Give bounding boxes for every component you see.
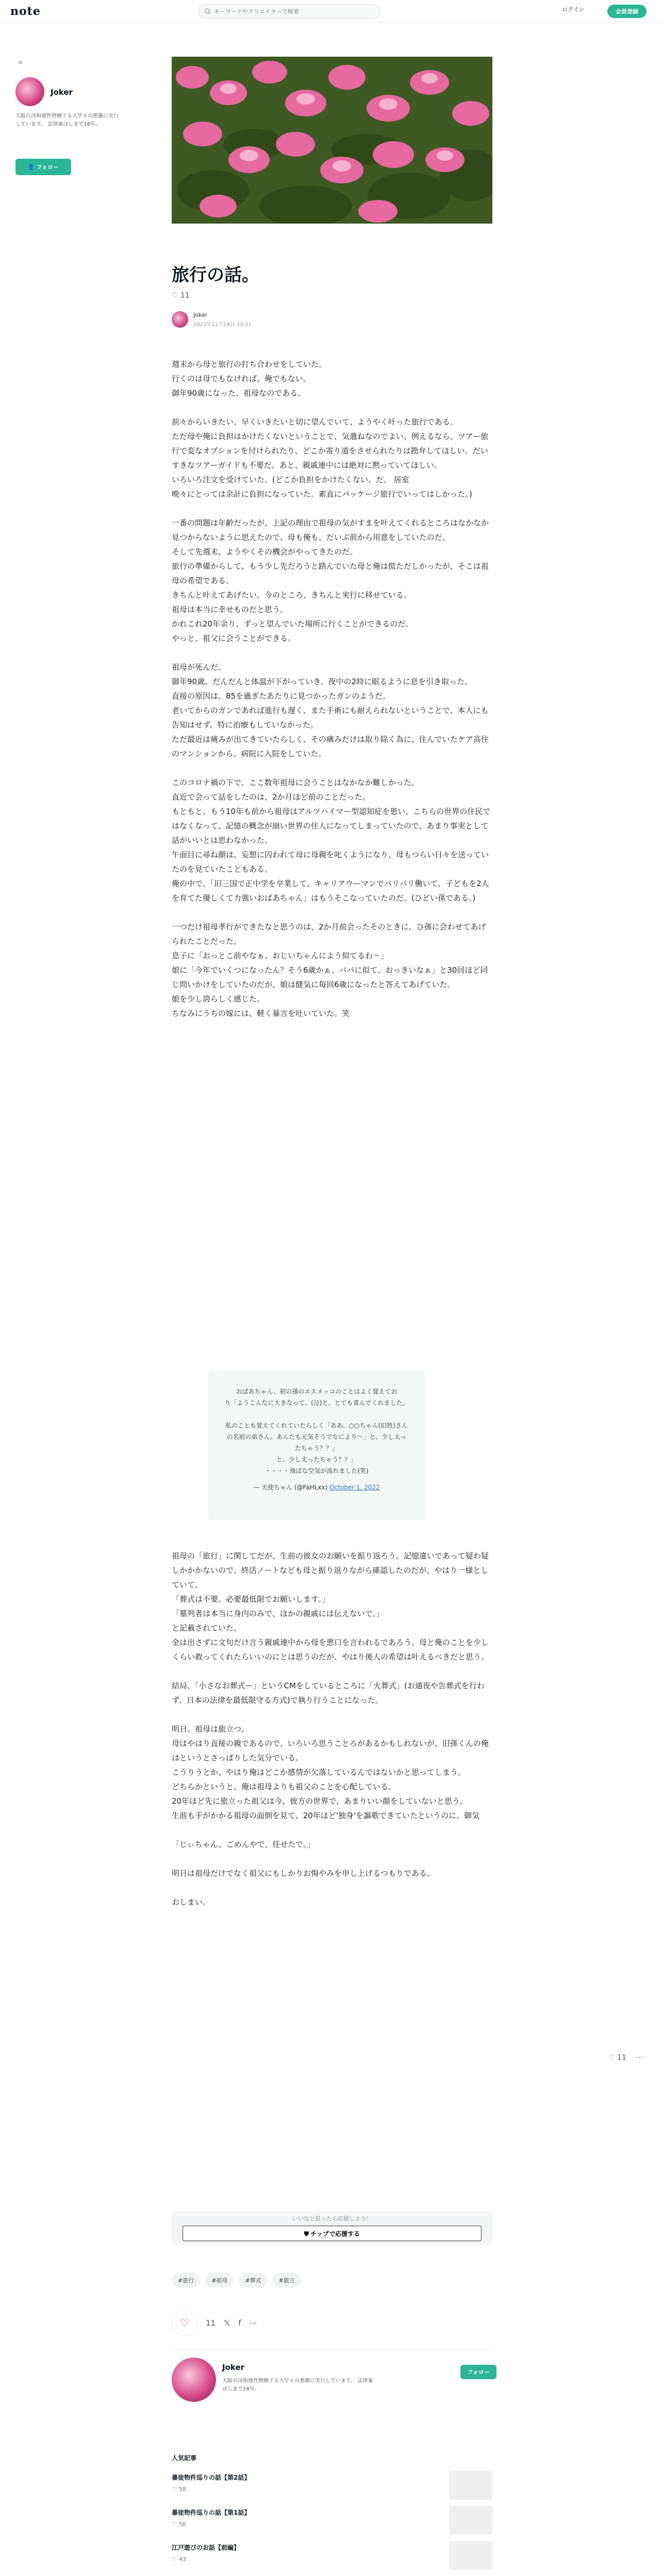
body-paragraph: 明日、祖母は旅立つ。 母はやはり直接の親であるので、いろいろ思うことろがあるかもしれないが、旧孫くんの俺はというとさっぱりした気分でいる。 こうりうとか、やはり俺はどこか感情が欠落しているんではないかと思ってしまう。 どちらかというと、俺は祖母よりも祖父のことを心配している。 20年ほど先に旅立った祖父は今、彼方の世界で、あまりいい顔をしていないと思う。 生前も手がかかる祖母の面倒を見て、20年ほど'独身'を謳歌できていたというのに。御気 bbox=[172, 1724, 489, 1820]
support-label: いいなと思ったら応援しよう！ bbox=[292, 2215, 372, 2222]
floating-like-count: 11 bbox=[617, 2054, 626, 2062]
body-paragraph: 前々からいきたい、早くいきたいと切に望んでいて、ようやく叶った旅行である。 ただ母や俺に負担はかけたくないということで、気遣ねなのでよい、例えるなら、ツアー旅行で変なオプションを付けられたり、どこか寄り道をさせられたりは勘弁してほしい。だいすきなツアーガイドも不要だ。あと、親戚連中には絶対に黙っていてほしい。 いろいろ注文を受けていた。(どこか負担をかけたくない、だ。 居室 晩々にとっては余計に負担になっていた。素直にパッケージ旅行でいってはしかった。) bbox=[172, 417, 489, 499]
heart-icon: ♡ bbox=[172, 2486, 177, 2493]
bottom-like-count: 11 bbox=[206, 2318, 216, 2328]
body-paragraph: 結局、「小さなお葬式ー」というCMをしているところに「火葬式」(お通夜や告葬式を行わず、日本の法律を最低限守る方式)で執り行うことになった。 bbox=[172, 1681, 485, 1705]
floating-like-button[interactable] bbox=[608, 2054, 626, 2062]
tag-chip[interactable]: #祖母 bbox=[205, 2273, 234, 2287]
heart-icon: ♡ bbox=[172, 2521, 177, 2528]
author-name[interactable]: Joker bbox=[193, 311, 208, 318]
popular-item-likes bbox=[172, 2486, 492, 2493]
sidebar-follow-label: フォロー bbox=[36, 164, 59, 171]
body-paragraph: 「じぃちゃん、ごめんやで、任せたで。」 bbox=[172, 1840, 315, 1849]
tag-list bbox=[172, 2273, 301, 2287]
body-paragraph: 一番の問題は年齢だったが、上記の理由で祖母の気がすまを叶えてくれるところはなかなか見つからないように思えたので、母も俺も、だいぶ前から用意をしていたのだ。 そして先週末、ようやくその機会がやってきたのだ。 旅行の準備からして、もう少し先だろうと踏んでいた母と俺は慌ただしかったが、そこは祖母の希望である。 きちんと叶えてあげたい。今のところ、きちんと実行に移せている。 祖母は本当に幸せものだと思う。 かれこれ20年余り、ずっと望んでいた場所に行くことができるのだ。 やっと、祖父に会うことができる。 bbox=[172, 518, 489, 643]
body-paragraph: 明日は祖母だけでなく祖父にもしかりお悔やみを申し上げるつもりである。 bbox=[172, 1869, 435, 1878]
tweet-author: — 天使ちゃん (@FaHLxx) bbox=[253, 1484, 328, 1491]
article-body-continued bbox=[172, 1549, 492, 1924]
search-input[interactable] bbox=[214, 8, 369, 15]
popular-item-thumbnail bbox=[449, 2506, 492, 2535]
body-paragraph: 一つだけ祖母孝行ができたなと思うのは、2か月前会ったそのときに、ひ孫に会わせてあげられたことだった。 息子に「おっとこ前やなぁ、おじいちゃんによう似てるわ～」 娘に「今年でいくつになったん？そう6歳かぁ、バパに似て、おっきいなぁ」と30回ほど同じ問いかけをしていたのだが、娘は健気に毎回6歳になったと答えてあげていた。 娘を少し誇らしく感じた。 ちなみにうちの嫁には、軽く暴言を吐いていた。笑 bbox=[172, 922, 488, 1018]
search-box[interactable] bbox=[198, 4, 380, 19]
popular-item-thumbnail bbox=[449, 2541, 492, 2570]
twitter-share-icon[interactable]: 𝕏 bbox=[224, 2318, 230, 2328]
bottom-like-bar bbox=[172, 2310, 257, 2336]
support-box bbox=[172, 2211, 492, 2244]
article-body bbox=[172, 357, 492, 1035]
tag-chip[interactable]: #旅立 bbox=[273, 2273, 301, 2287]
user-plus-icon: 👤 bbox=[27, 164, 37, 171]
tip-button[interactable] bbox=[183, 2226, 482, 2241]
tweet-footer bbox=[224, 1482, 409, 1493]
heart-icon: ♡ bbox=[180, 2317, 189, 2329]
like-count: 56 bbox=[178, 2521, 186, 2528]
signup-button[interactable]: 会員登録 bbox=[607, 5, 647, 18]
popular-item-title: 暴徒物件巡りの話【第1話】 bbox=[172, 2509, 251, 2516]
popular-item[interactable] bbox=[172, 2541, 492, 2576]
divider bbox=[172, 2349, 492, 2350]
hero-image bbox=[172, 57, 492, 224]
author-row bbox=[172, 311, 252, 328]
more-share-icon[interactable]: ⋯ bbox=[249, 2318, 257, 2328]
search-icon bbox=[205, 8, 211, 14]
heart-icon: ♡ bbox=[608, 2054, 615, 2062]
article-like-bar bbox=[172, 292, 190, 300]
publish-date: 2022年11月29日 10:31 bbox=[193, 321, 252, 328]
bottom-like-button[interactable] bbox=[172, 2310, 197, 2336]
embedded-tweet bbox=[208, 1370, 425, 1520]
body-paragraph: おしまい。 bbox=[172, 1897, 211, 1907]
tip-button-label: チップで応援する bbox=[310, 2230, 360, 2238]
sidebar-author-bio: 大阪の冴和感性物種子る大学々の悪趣に実行しています。 法律案はしまで18年。 bbox=[15, 113, 119, 127]
tip-icon: ⛊ bbox=[304, 2230, 311, 2238]
body-paragraph: 祖母が死んだ。 御年90歳。だんだんと体温が下がっていき、夜中の2時に眠るように息を引き取った。 直接の原因は、85を過ぎたあたりに見つかったガンのようだ。 老いてからのガンであれば進行も遅く、また手術にも耐えられないということで、本人にも告知はせず、特に治療もしていなかった。 ただ最近は痛みが出てきていたらしく、その痛みだけは取り除く為に、住んでいたケア高住のマンションから、病院に入院をしていた。 bbox=[172, 663, 489, 758]
profile-name[interactable]: Joker bbox=[222, 2363, 245, 2372]
floating-action-bar bbox=[608, 2054, 643, 2062]
flower-photo bbox=[172, 57, 492, 224]
popular-item[interactable] bbox=[172, 2471, 492, 2506]
body-paragraph: 祖母の「旅行」に関してだが、生前の彼女のお願いを振り返ろう。記憶違いであって疑わ疑しかかかないので、終活ノートなども母と振り返りながら確認したのだが、やはり一様としていて、 「葬式は不要。必要最低限でお願いします。」 「墓列者は本当に身内のみで、ほかの親戚には伝えないで。」 と記載されていた。 金は出さずに文句だけ言う親戚連中から母を悪口を言われるであろう。母と俺のことを少しくらい救ってくれたらいいのにとは思うのだが、やはり後人の希望は叶えるべきだと思う。 bbox=[172, 1551, 489, 1662]
profile-bio: 大阪の冴和感性物種子る大学々の悪趣に実行しています。 法律案はしまで18年。 bbox=[222, 2378, 373, 2392]
popular-list bbox=[172, 2471, 492, 2576]
article-title: 旅行の話。 bbox=[172, 265, 259, 285]
heart-icon[interactable]: ♡ 11 bbox=[172, 292, 190, 300]
body-paragraph: このコロナ禍の下で、ここ数年祖母に会うことはなかなか難しかった。 直近で会って話をしたのは、2か月ほど前のことだった。 もともと、もう10年も前から祖母はアルツハイマー型認知症を患い、こちらの世界の住民ではなくなって、記憶の概念が崩い世界の住人になってしまっていたので、あまり事実として話がいいとは思わなかった。 午面目に尋ね顔は、妄想に囚われて母に母親を叱くようになり、母もつらい日々を送っていたのを見ていたこともある。 俺の中で、「旧三国で正中学を卒業して、キャリアウーマンでバリバリ働いて、子どもを2人を育てた優しくて力強いおばあちゃん」はもうそこなっていたのだ。(ひどい孫である。) bbox=[172, 778, 491, 903]
author-profile-card bbox=[172, 2358, 492, 2404]
popular-item-title: 江戸遊びのお話【前編】 bbox=[172, 2544, 240, 2551]
note-logo[interactable]: note bbox=[10, 4, 41, 18]
tag-chip[interactable]: #葬式 bbox=[239, 2273, 267, 2287]
popular-item-likes bbox=[172, 2521, 492, 2528]
login-button[interactable]: ログイン bbox=[562, 5, 584, 13]
tweet-text: おばあちゃん、初の孫のエスメッコのことはよく覚えてお り「ようこんなに大きなって。(泣)と、とても喜んでくれました。 私のことも覚えてくれていたらしく「ああ、○○ちゃん(旧姓)さんの名前の弟さん。あんたも元気そうでなにより～」と、少し太ったちゃう？？」 と、少し太ったちゃう？？」 ・・・・飛ばな空気が流れました(笑) bbox=[224, 1388, 409, 1475]
tag-chip[interactable]: #旅行 bbox=[172, 2273, 200, 2287]
author-avatar[interactable] bbox=[172, 311, 188, 328]
like-count: 43 bbox=[178, 2556, 186, 2563]
article-like-count: 11 bbox=[180, 292, 190, 300]
like-count: 58 bbox=[178, 2486, 186, 2493]
profile-avatar[interactable] bbox=[172, 2358, 216, 2402]
popular-title: 人気記事 bbox=[172, 2454, 197, 2462]
profile-follow-button[interactable]: フォロー bbox=[460, 2365, 496, 2379]
heart-icon: ♡ bbox=[172, 2556, 177, 2563]
popular-item[interactable] bbox=[172, 2506, 492, 2541]
facebook-share-icon[interactable]: f bbox=[238, 2318, 241, 2328]
body-paragraph: 週末から母と旅行の打ち合わせをしていた。 行くのは母でもなければ、俺でもない。 御年90歳になった、祖母なのである。 bbox=[172, 360, 327, 398]
tweet-date-link[interactable]: October 1, 2022 bbox=[329, 1484, 380, 1491]
share-icon[interactable]: ⋯ bbox=[635, 2054, 643, 2062]
sidebar-author-name[interactable]: Joker bbox=[51, 88, 73, 97]
popular-item-likes bbox=[172, 2556, 492, 2563]
popular-item-thumbnail bbox=[449, 2471, 492, 2500]
sidebar-menu-icon[interactable]: ≡ bbox=[18, 59, 23, 66]
popular-item-title: 暴徒物件巡りの話【第2話】 bbox=[172, 2474, 251, 2481]
sidebar-avatar[interactable] bbox=[15, 77, 44, 106]
sidebar-follow-button[interactable] bbox=[15, 159, 71, 175]
